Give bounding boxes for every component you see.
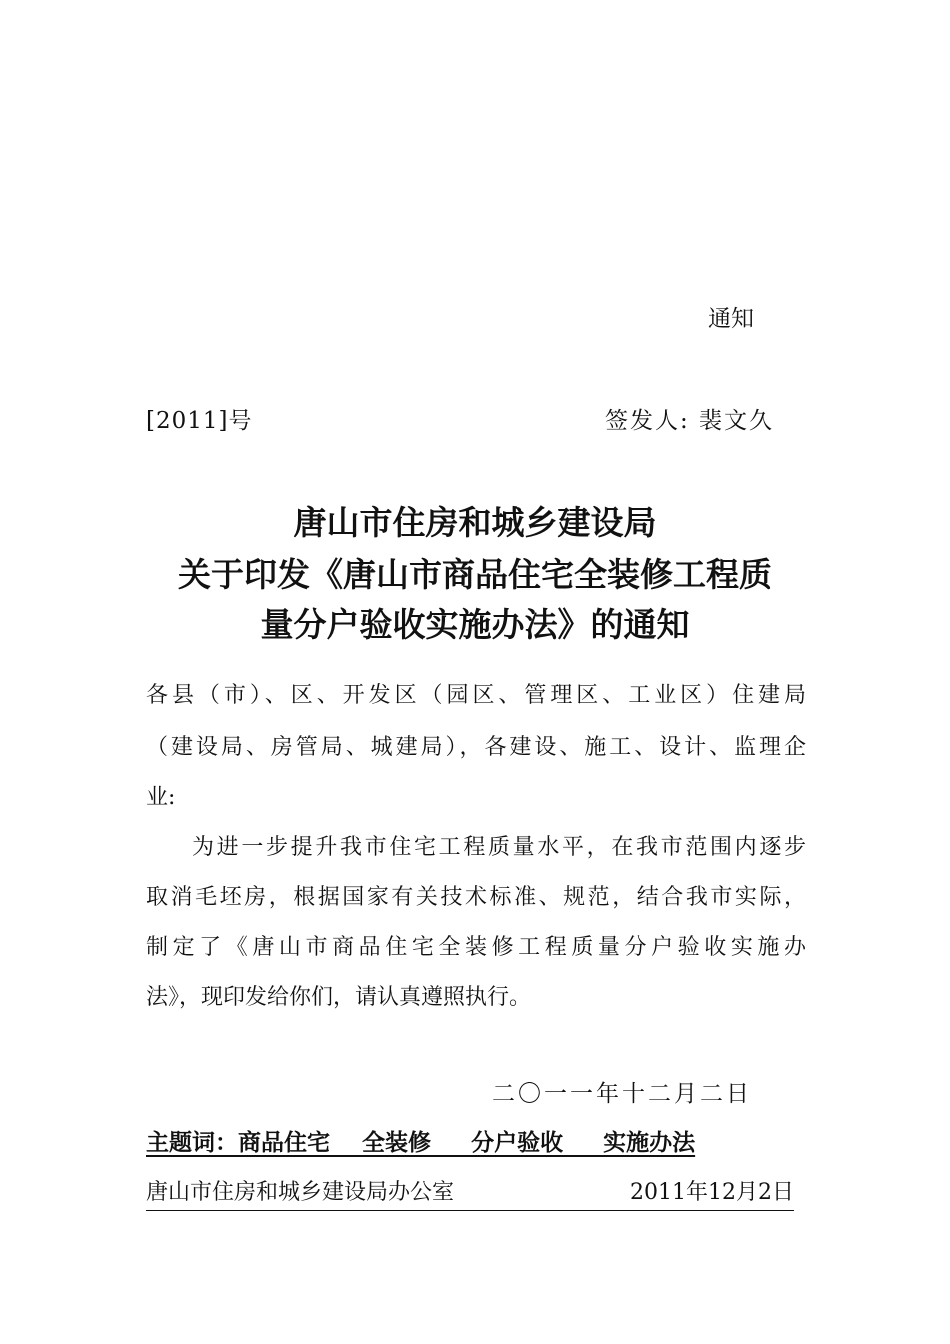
paragraph-line-1: 为进一步提升我市住宅工程质量水平，在我市范围内逐步 [192,835,806,860]
issuing-office: 唐山市住房和城乡建设局办公室 [146,1180,455,1205]
document-title-line-3: 量分户验收实施办法》的通知 [260,605,690,644]
document-title-line-1: 唐山市住房和城乡建设局 [293,503,657,542]
signer: 签发人: 裴文久 [605,408,775,434]
keywords: 主题词：商品住宅 全装修 分户验收 实施办法 [146,1130,696,1156]
footer-line [146,1175,794,1211]
notice-label: 通知 [708,306,754,332]
addressee-line-2: （建设局、房管局、城建局），各建设、施工、设计、监理企 [146,735,806,760]
issue-date: 2011年12月2日 [630,1180,794,1205]
document-number: [2011]号 [146,408,253,434]
addressee-line-3: 业: [146,785,176,810]
document-title-line-2: 关于印发《唐山市商品住宅全装修工程质 [178,555,772,594]
paragraph-line-2: 取消毛坯房，根据国家有关技术标准、规范，结合我市实际， [146,885,806,910]
signing-date: 二〇一一年十二月二日 [492,1081,752,1107]
addressee-line-1: 各县（市）、区、开发区（园区、管理区、工业区）住建局 [146,683,806,708]
paragraph-line-3: 制定了《唐山市商品住宅全装修工程质量分户验收实施办 [146,935,806,960]
paragraph-line-4: 法》，现印发给你们，请认真遵照执行。 [146,985,532,1010]
